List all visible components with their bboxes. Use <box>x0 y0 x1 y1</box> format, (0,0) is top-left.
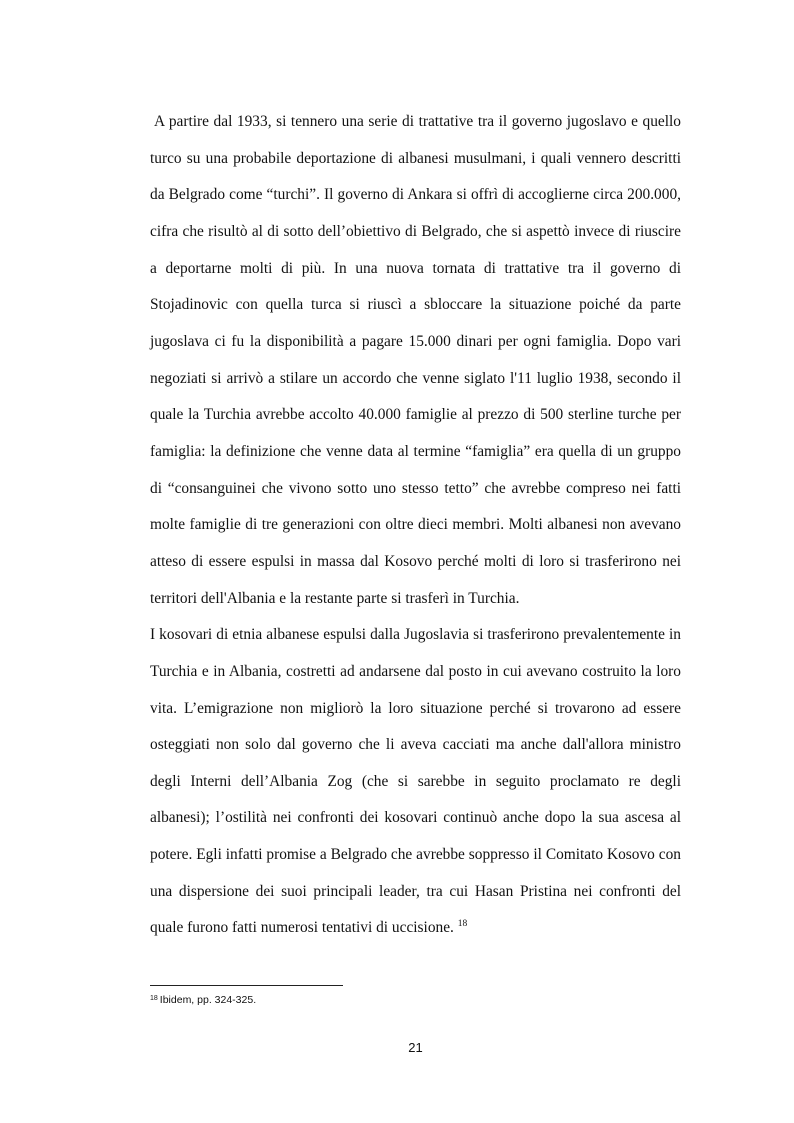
footnote-text: Ibidem, pp. 324-325. <box>159 994 257 1006</box>
paragraph-2 <box>150 617 681 947</box>
page-number: 21 <box>408 1040 423 1055</box>
footnote-number: 18 <box>150 995 158 1002</box>
footnote-reference[interactable]: 18 <box>457 919 468 930</box>
paragraph-1-text: A partire dal 1933, si tennero una serie di trattative tra il governo jugoslavo e quello turco su una probabile deportazione di albanesi musulmani, i quali vennero descritti da Belgrado come “turchi”. Il governo di Ankara si offrì di accoglierne circa 200.000, cifra che risultò al di sotto dell’obiettivo di Belgrado, che si aspettò invece di riuscire a deportarne molti di più. In una nuova tornata di trattative tra il governo di Stojadinovic con quella turca si riuscì a sbloccare la situazione poiché da parte jugoslava ci fu la disponibilità a pagare 15.000 dinari per ogni famiglia. Dopo vari negoziati si arrivò a stilare un accordo che venne siglato l'11 luglio 1938, secondo il quale la Turchia avrebbe accolto 40.000 famiglie al prezzo di 500 sterline turche per famiglia: la definizione che venne data al termine “famiglia” era quella di un gruppo di “consanguinei che vivono sotto uno stesso tetto” che avrebbe compreso nei fatti molte famiglie di tre generazioni con oltre dieci membri. Molti albanesi non avevano atteso di essere espulsi in massa dal Kosovo perché molti di loro si trasferirono nei territori dell'Albania e la restante parte si trasferì in Turchia. <box>150 113 681 607</box>
body-text <box>150 104 681 947</box>
paragraph-2-text: I kosovari di etnia albanese espulsi dalla Jugoslavia si trasferirono prevalentemente in Turchia e in Albania, costretti ad andarsene dal posto in cui avevano costruito la loro vita. L’emigrazione non migliorò la loro situazione perché si trovarono ad essere osteggiati non solo dal governo che li aveva cacciati ma anche dall'allora ministro degli Interni dell’Albania Zog (che si sarebbe in seguito proclamato re degli albanesi); l’ostilità nei confronti dei kosovari continuò anche dopo la sua ascesa al potere. Egli infatti promise a Belgrado che avrebbe soppresso il Comitato Kosovo con una dispersione dei suoi principali leader, tra cui Hasan Pristina nei confronti del quale furono fatti numerosi tentativi di uccisione. <box>150 626 681 937</box>
footnote-separator <box>150 985 343 986</box>
footnote <box>150 993 681 1007</box>
paragraph-1 <box>150 104 681 617</box>
